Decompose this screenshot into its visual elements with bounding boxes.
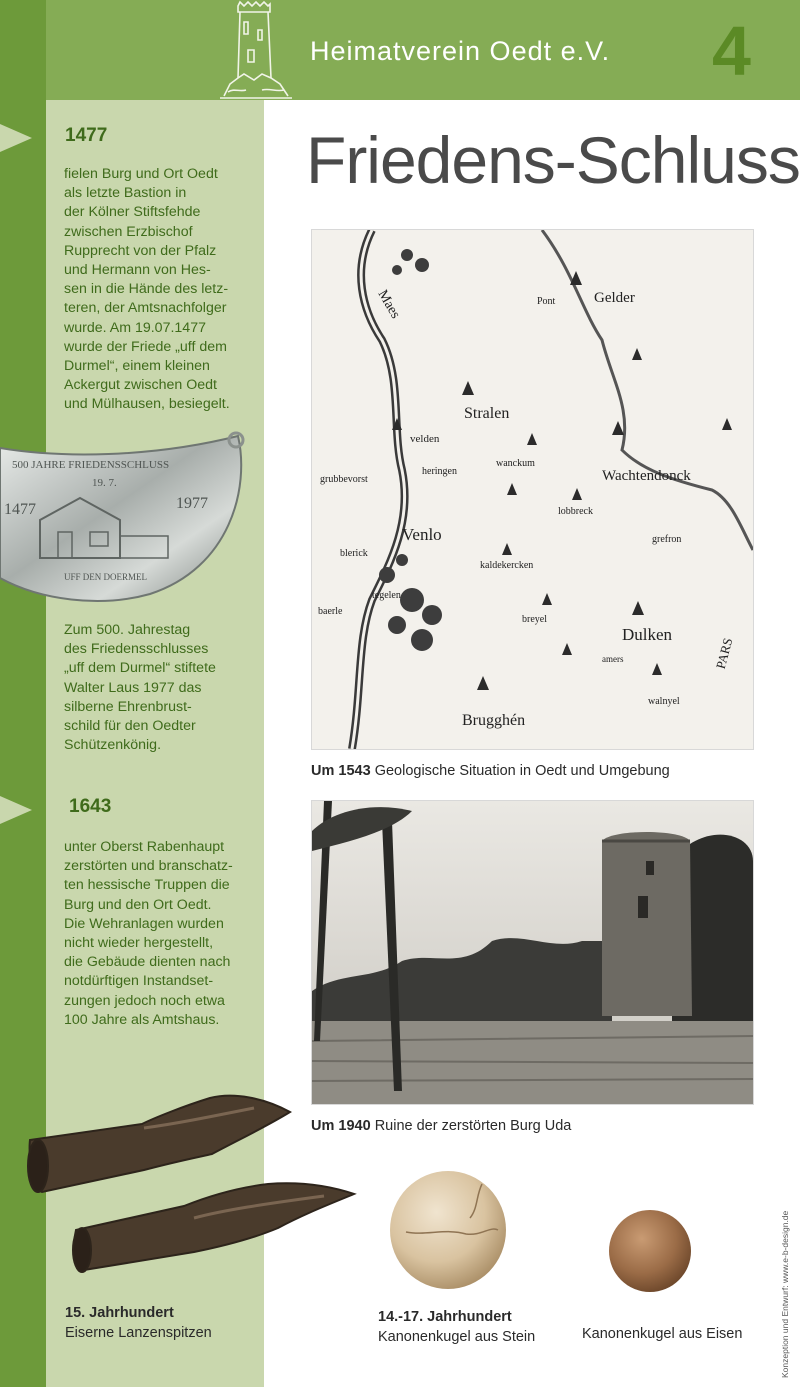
text-line: wurde der Friede „uff dem <box>64 338 227 355</box>
credit-text: Konzeption und Entwurf: www.e-b-design.de <box>780 1210 790 1378</box>
panel-number: 4 <box>712 12 751 90</box>
text-line: sen in die Hände des letz- <box>64 281 229 298</box>
text-line: 100 Jahre als Amtshaus. <box>64 1011 220 1028</box>
map-label-walnyel: walnyel <box>648 696 680 707</box>
ruin-caption-year: Um 1940 <box>311 1118 371 1134</box>
text-line: ten hessische Truppen die <box>64 877 230 894</box>
medal-inscription-bottom: UFF DEN DOERMEL <box>64 572 148 582</box>
iron-cannonball-caption: Kanonenkugel aus Eisen <box>582 1326 743 1342</box>
text-line: und Mülhausen, besiegelt. <box>64 396 230 413</box>
text-line: Ackergut zwischen Oedt <box>64 377 217 394</box>
map-label-stralen: Stralen <box>464 405 510 422</box>
map-caption-text: Geologische Situation in Oedt und Umgebung <box>374 763 670 779</box>
map-label-pont: Pont <box>537 296 556 307</box>
medal-year-right: 1977 <box>176 495 208 512</box>
text-line: als letzte Bastion in <box>64 185 187 202</box>
iron-cannonball-image <box>606 1206 694 1296</box>
text-line: und Hermann von Hes- <box>64 262 211 279</box>
text-line: Schützenkönig. <box>64 737 162 754</box>
map-label-herongen: heringen <box>422 466 457 477</box>
text-line: Zum 500. Jahrestag <box>64 622 191 638</box>
map-label-maes: Maes <box>374 287 403 322</box>
text-line: „uff dem Durmel“ stiftete <box>64 660 216 677</box>
text-line: teren, der Amtsnachfolger <box>64 300 227 317</box>
historic-map-image <box>311 229 754 750</box>
lance-caption <box>65 1303 212 1343</box>
text-1643 <box>64 838 264 1030</box>
text-line: wurde. Am 19.07.1477 <box>64 319 206 336</box>
text-line: fielen Burg und Ort Oedt <box>64 166 218 182</box>
stone-caption-text: Kanonenkugel aus Stein <box>378 1329 536 1345</box>
map-label-welden: velden <box>410 433 440 445</box>
medal-inscription-top: 500 JAHRE FRIEDENSSCHLUSS <box>12 459 170 471</box>
text-line: Die Wehranlagen wurden <box>64 915 224 932</box>
year-1643: 1643 <box>69 796 112 817</box>
lance-points-image <box>24 1088 364 1278</box>
arrow-marker-1477 <box>0 124 32 152</box>
text-line: Rupprecht von der Pfalz <box>64 242 217 259</box>
text-line: des Friedensschlusses <box>64 641 209 658</box>
stone-cannonball-caption <box>378 1307 535 1347</box>
lance-caption-text: Eiserne Lanzenspitzen <box>65 1325 212 1341</box>
text-line: zwischen Erzbischof <box>64 223 193 240</box>
text-line: schild für den Oedter <box>64 718 196 735</box>
text-line: nicht wieder hergestellt, <box>64 935 214 952</box>
silver-medal-image <box>0 428 250 604</box>
map-label-venlo: Venlo <box>402 525 442 544</box>
map-label-gelder: Gelder <box>594 290 635 306</box>
map-label-wanckum: wanckum <box>496 458 535 469</box>
map-label-dulken: Dulken <box>622 625 673 644</box>
ruin-photo-image <box>311 800 754 1105</box>
medal-year-left: 1477 <box>4 501 36 518</box>
design-credit <box>768 1190 798 1380</box>
text-line: Burg und den Ort Oedt. <box>64 896 212 913</box>
text-line: die Gebäude dienten nach <box>64 954 231 971</box>
map-label-amers: amers <box>602 654 624 664</box>
stone-caption-year: 14.-17. Jahrhundert <box>378 1309 512 1325</box>
stone-cannonball-image <box>386 1166 510 1292</box>
map-caption-year: Um 1543 <box>311 763 371 779</box>
map-label-pars: PARS <box>712 636 736 671</box>
text-line: notdürftigen Instandset- <box>64 973 214 990</box>
map-label-lobbreck: lobbreck <box>558 506 593 517</box>
arrow-marker-1643 <box>0 796 32 824</box>
main-title: Friedens-Schluss <box>306 123 800 197</box>
map-label-wachtendonk: Wachtendonck <box>602 468 691 484</box>
map-label-kaldekerken: kaldekercken <box>480 560 534 571</box>
text-line: zungen jedoch noch etwa <box>64 992 225 1009</box>
lance-caption-year: 15. Jahrhundert <box>65 1305 174 1321</box>
map-label-tegelen: tegelen <box>372 590 401 601</box>
map-label-blerick: blerick <box>340 548 368 559</box>
map-label-grubbevorst: grubbevorst <box>320 474 368 485</box>
map-caption <box>311 763 670 779</box>
map-label-brugghen: Brugghén <box>462 712 526 729</box>
map-label-breyel: breyel <box>522 614 547 625</box>
anniversary-text <box>64 621 264 755</box>
medal-date: 19. 7. <box>92 477 117 489</box>
text-line: silberne Ehrenbrust- <box>64 698 192 715</box>
text-line: zerstörten und branschatz- <box>64 858 233 875</box>
tower-logo-icon <box>214 0 296 100</box>
year-1477: 1477 <box>65 125 108 146</box>
text-line: unter Oberst Rabenhaupt <box>64 839 225 855</box>
map-label-baerle: baerle <box>318 606 343 617</box>
text-1477 <box>64 165 264 415</box>
header-title: Heimatverein Oedt e.V. <box>310 36 611 66</box>
map-label-grefron: grefron <box>652 534 682 545</box>
text-line: Durmel“, einem kleinen <box>64 358 210 375</box>
text-line: der Kölner Stiftsfehde <box>64 204 201 221</box>
ruin-caption-text: Ruine der zerstörten Burg Uda <box>374 1118 572 1134</box>
text-line: Walter Laus 1977 das <box>64 679 202 696</box>
